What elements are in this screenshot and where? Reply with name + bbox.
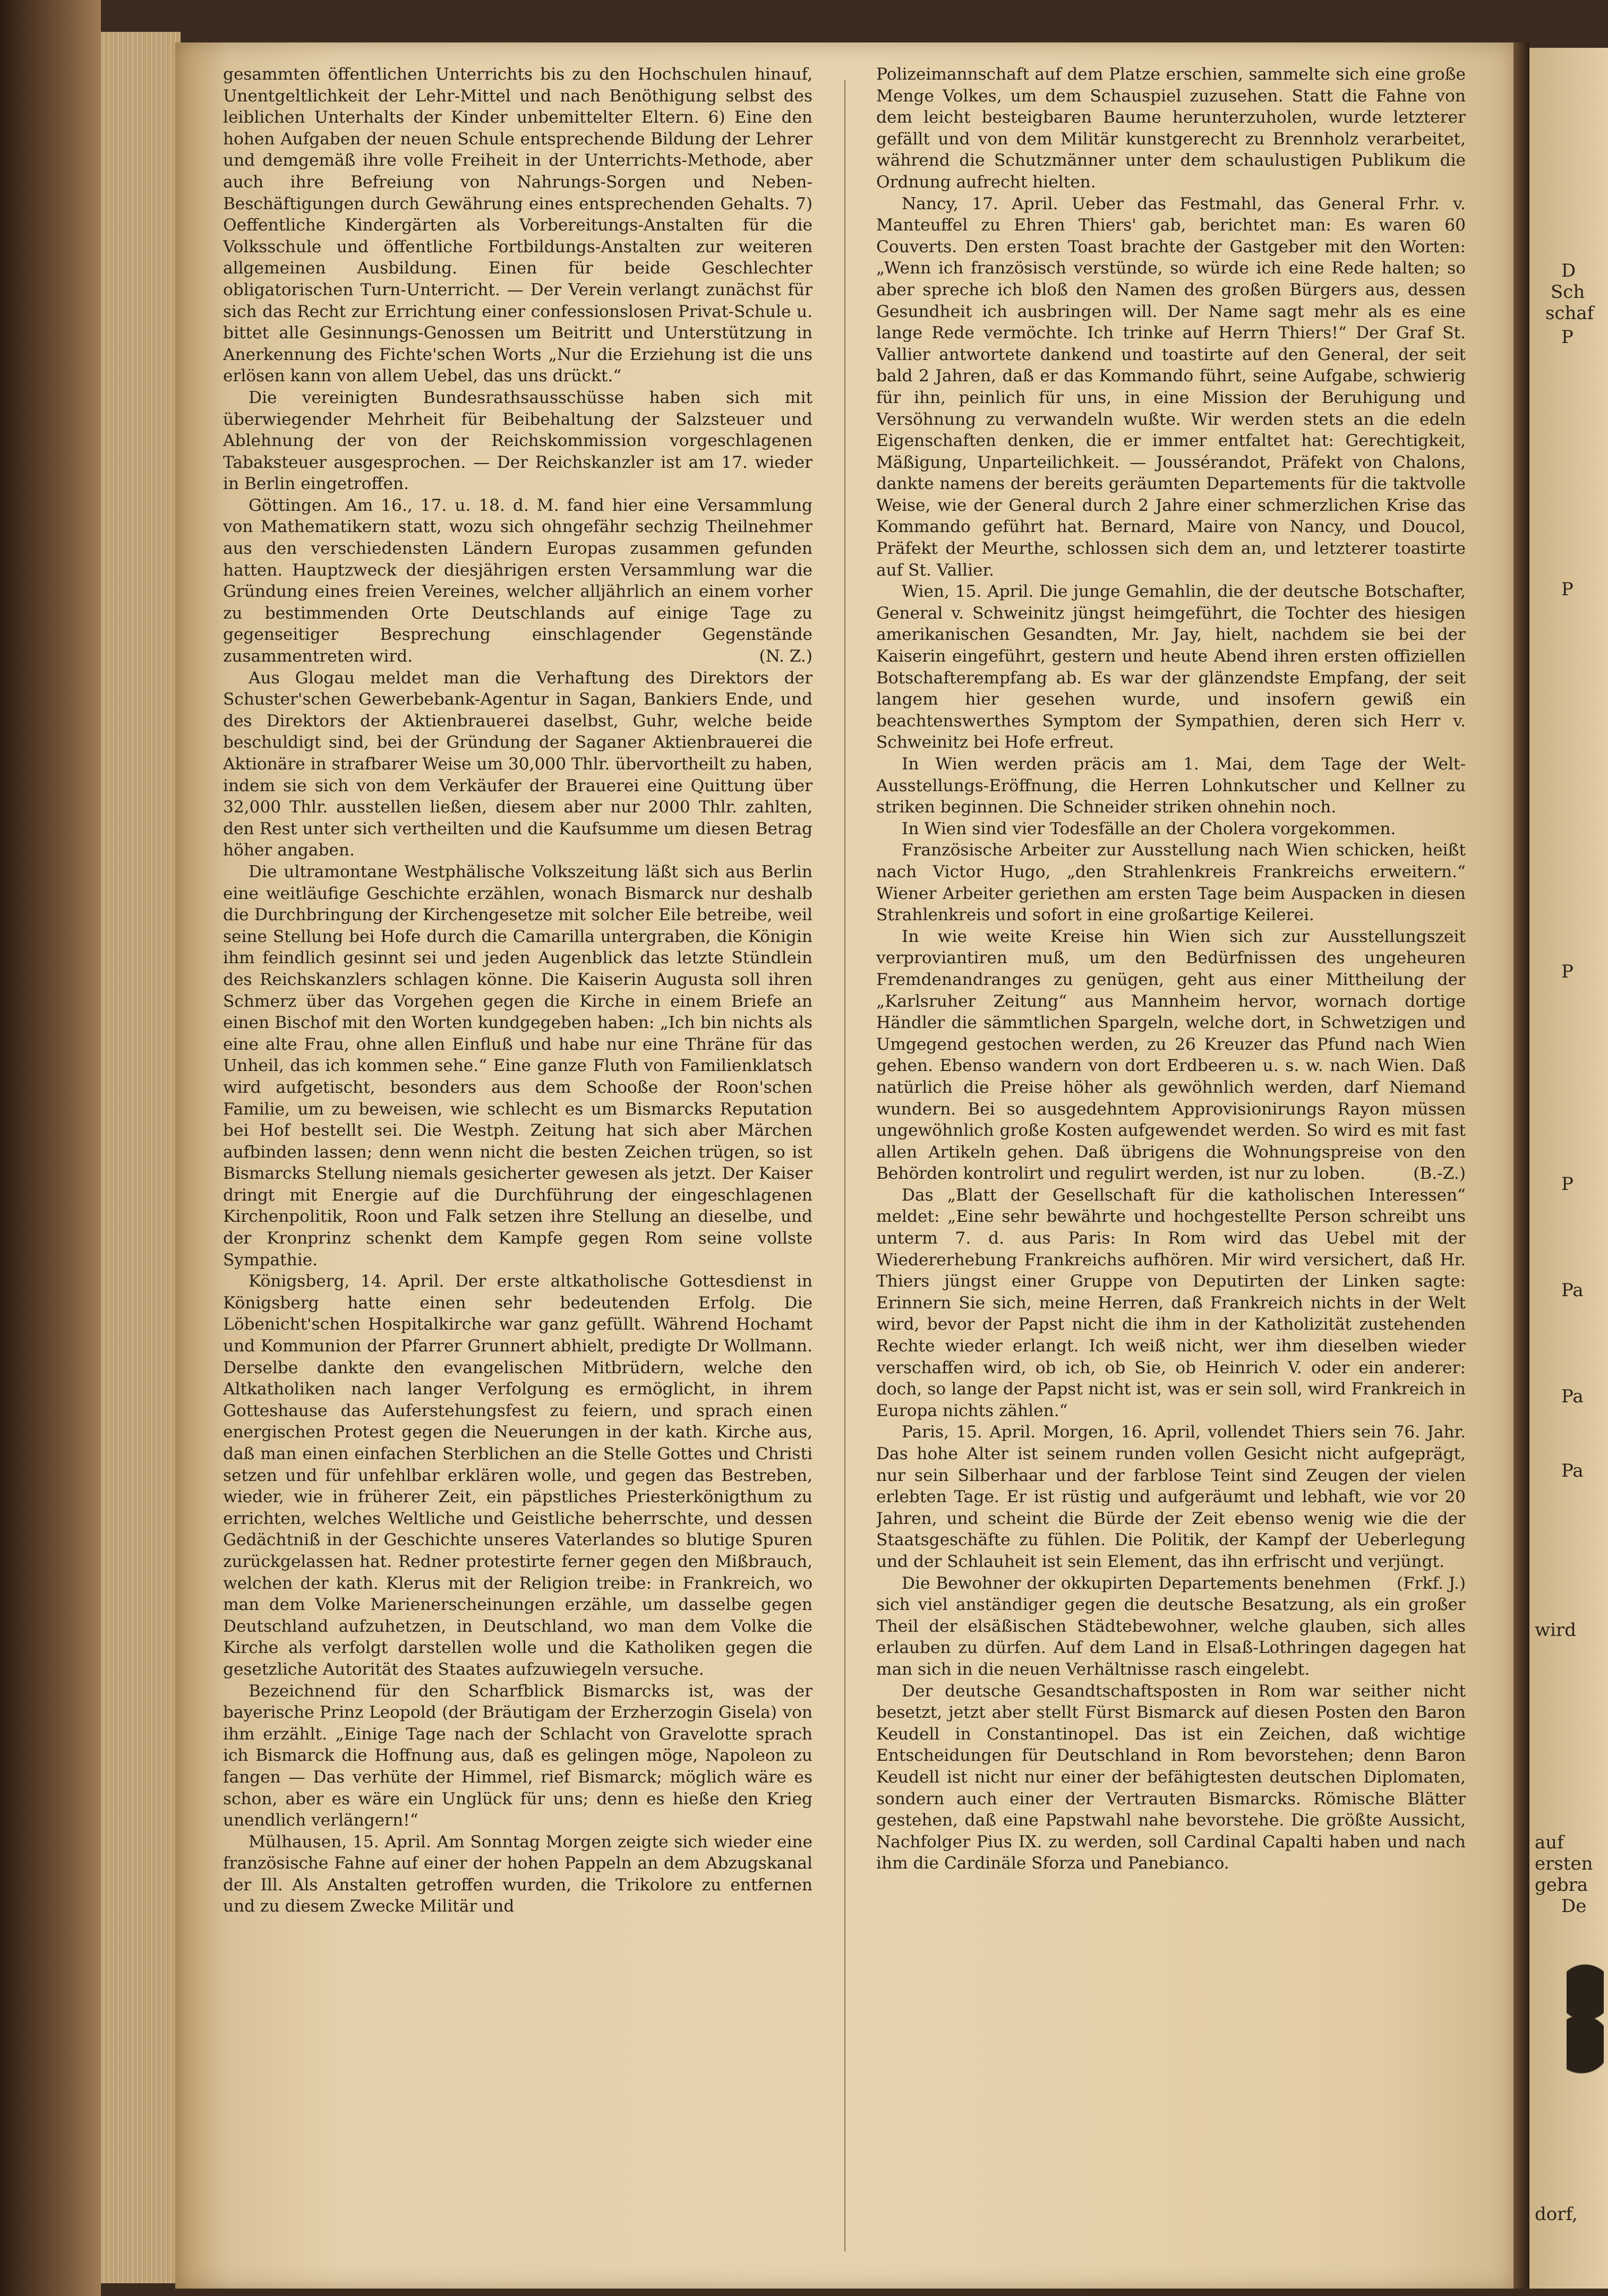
- next-page-fragment: gebra: [1535, 1874, 1588, 1896]
- next-page-fragment: wird: [1535, 1620, 1576, 1641]
- next-page-fragment: Pa: [1561, 1280, 1584, 1301]
- book-binding: [0, 0, 101, 2296]
- column-rule: [844, 80, 845, 2251]
- article-paragraph: Königsberg, 14. April. Der erste altkatholische Gottesdienst in Königsberg hatte einen sehr bedeutenden Erfolg. Die Löbenicht'schen Hospitalkirche war ganz gefüllt. Während Hochamt und Kommunion der Pfarrer Grunnert abhielt, predigte Dr Wollmann. Derselbe dankte den evangelischen Mitbrüdern, welche den Altkatholiken nach langer Verfolgung es ermöglicht, in ihrem Gotteshause das Auferstehungsfest zu feiern, und sprach einen energischen Protest gegen die Neuerungen in der kath. Kirche aus, daß man einen einfachen Sterblichen an die Stelle Gottes und Christi setzen und für unfehlbar erklären wolle, und gegen das Bestreben, wieder, wie in früherer Zeit, ein päpstliches Priesterkönigthum zu errichten, welches Weltliche und Geistliche beherrschte, und dessen Gedächtniß in der Geschichte unseres Vaterlandes so blutige Spuren zurückgelassen hat. Redner protestirte ferner gegen den Mißbrauch, welchen der kath. Klerus mit der Religion treibe: in Frankreich, wo man dem Volke Marienerscheinungen erzähle, um dasselbe gegen Deutschland aufzuhetzen, in Deutschland, wo man dem Volke die Kirche als verfolgt darstellen wolle und die Katholiken gegen die gesetzliche Autorität des Staates aufzuwiegeln versuche.: [223, 1272, 812, 1679]
- article-text: In wie weite Kreise hin Wien sich zur Ausstellungszeit verproviantiren muß, um den Bedürfnissen des ungeheuren Fremdenandranges zu genügen, geht aus einer Mittheilung der „Karlsruher Zeitung“ aus Mannheim hervor, wornach dortige Händler die sämmtlichen Spargeln, welche dort, in Schwetzigen und Umgegend gestochen werden, zu 26 Kreuzer das Pfund nach Wien gehen. Ebenso wandern von dort Erdbeeren u. s. w. nach Wien. Daß natürlich die Preise höher als gewöhnlich werden, darf Niemand wundern. Bei so ausgedehntem Approvisionirungs Rayon müssen ungewöhnlich große Kosten aufgewendet werden. So wird es mit fast allen Artikeln gehen. Daß übrigens die Wohnungspreise von den Behörden kontrolirt und regulirt werden, ist nur zu loben.: [876, 927, 1466, 1184]
- article-paragraph: gesammten öffentlichen Unterrichts bis zu den Hochschulen hinauf, Unentgeltlichkeit der Lehr-Mittel und nach Benöthigung selbst des leiblichen Unterhalts der Kinder unbemittelter Eltern. 6) Eine den hohen Aufgaben der neuen Schule entsprechende Bildung der Lehrer und demgemäß ihre volle Freiheit in der Unterrichts-Methode, aber auch ihre Befreiung von Nahrungs-Sorgen und Neben-Beschäftigungen durch Gewährung eines entsprechenden Gehalts. 7) Oeffentliche Kindergärten als Vorbereitungs-Anstalten für die Volksschule und öffentliche Fortbildungs-Anstalten zur weiteren allgemeinen Ausbildung. Einen für beide Geschlechter obligatorischen Turn-Unterricht. — Der Verein verlangt zunächst für sich das Recht zur Errichtung einer confessionslosen Privat-Schule u. bittet alle Gesinnungs-Genossen um Beitritt und Unterstützung in Anerkennung des Fichte'schen Worts „Nur die Erziehung ist die uns erlösen kann von allem Uebel, das uns drückt.“: [223, 65, 812, 386]
- article-paragraph: [876, 1421, 1466, 1593]
- next-page-fragment: Sch: [1551, 281, 1585, 303]
- next-page-fragment: D: [1561, 260, 1576, 281]
- left-column: [223, 64, 812, 2251]
- article-paragraph: Polizeimannschaft auf dem Platze erschien, sammelte sich eine große Menge Volkes, um dem Schauspiel zuzusehen. Statt die Fahne von dem leicht besteigbaren Baume herunterzuholen, wurde letzterer gefällt und von dem Militär kunstgerecht zu Brennholz verarbeitet, während die Schutzmänner unter dem schaulustigen Publikum die Ordnung aufrecht hielten.: [876, 65, 1466, 192]
- page-edges: [101, 32, 181, 2283]
- next-page-fragment: De: [1561, 1896, 1587, 1917]
- next-page-fragment: ersten: [1535, 1853, 1593, 1874]
- next-page-fragment: auf: [1535, 1832, 1564, 1853]
- next-page-fragment: dorf,: [1535, 2204, 1578, 2225]
- article-text: Paris, 15. April. Morgen, 16. April, vollendet Thiers sein 76. Jahr. Das hohe Alter ist seinem runden vollen Gesicht nicht aufgeprägt, nur sein Silberhaar und der farblose Teint sind Zeugen der vielen erlebten Tage. Er ist rüstig und aufgeräumt und lebhaft, wie vor 20 Jahren, und scheint die Bürde der Zeit ebenso wenig wie die der Staatsgeschäfte zu fühlen. Die Politik, der Kampf der Ueberlegung und der Schlauheit ist sein Element, das ihn erfrischt und verjüngt.: [876, 1423, 1466, 1571]
- next-page-fragment: Pa: [1561, 1386, 1584, 1407]
- article-paragraph: Die vereinigten Bundesrathsausschüsse haben sich mit überwiegender Mehrheit für Beibehaltung der Salzsteuer und Ablehnung der von der Reichskommission vorgeschlagenen Tabaksteuer ausgesprochen. — Der Reichskanzler ist am 17. wieder in Berlin eingetroffen.: [223, 388, 812, 494]
- article-paragraph: Die ultramontane Westphälische Volkszeitung läßt sich aus Berlin eine weitläufige Geschichte erzählen, wonach Bismarck nur deshalb die Durchbringung der Kirchengesetze mit solcher Eile betreibe, weil seine Stellung bei Hofe durch die Camarilla untergraben, die Königin ihm feindlich gesinnt sei und jeden Augenblick das letzte Stündlein des Reichskanzlers schlagen könne. Die Kaiserin Augusta soll ihren Schmerz über das Vorgehen gegen die Kirche in einem Briefe an einen Bischof mit den Worten kundgegeben haben: „Ich bin nichts als eine alte Frau, ohne allen Einfluß und habe nur eine Thräne für das Unheil, das ich kommen sehe.“ Eine ganze Fluth von Familienklatsch wird aufgetischt, besonders aus dem Schooße der Roon'schen Familie, um zu beweisen, wie schlecht es um Bismarcks Reputation bei Hof bestellt sei. Die Westph. Zeitung hat sich aber Märchen aufbinden lassen; denn wenn nicht die besten Zeichen trügen, so ist Bismarcks Stellung niemals gesicherter gewesen als jetzt. Der Kaiser dringt mit Energie auf die Durchführung der eingeschlagenen Kirchenpolitik, Roon und Falk setzen ihre Stellung an dieselbe, und der Kronprinz schenkt dem Kampfe gegen Rom seine vollste Sympathie.: [223, 862, 812, 1270]
- article-paragraph: Nancy, 17. April. Ueber das Festmahl, das General Frhr. v. Manteuffel zu Ehren Thiers' gab, berichtet man: Es waren 60 Couverts. Den ersten Toast brachte der Gastgeber mit den Worten: „Wenn ich französisch verstünde, so würde ich eine Rede halten; so aber spreche ich bloß den Namen des großen Bürgers aus, dessen Gesundheit ich ausbringen will. Der Name sagt mehr als es eine lange Rede vermöchte. Ich trinke auf Herrn Thiers!“ Der Graf St. Vallier antwortete dankend und toastirte auf den General, der seit bald 2 Jahren, daß er das Kommando führt, seine Aufgabe, schwierig für ihn, peinlich für uns, in eine Mission der Beruhigung und Versöhnung zu verwandeln wußte. Wir werden stets an die edeln Eigenschaften denken, die er immer entfaltet hat: Gerechtigkeit, Mäßigung, Unparteilichkeit. — Joussérandot, Präfekt von Chalons, dankte namens der bereits geräumten Departements für die taktvolle Weise, wie der General durch 2 Jahre einer schmerzlichen Krise das Kommando geführt hat. Bernard, Maire von Nancy, und Doucol, Präfekt der Meurthe, schlossen sich dem an, und letzterer toastirte auf St. Vallier.: [876, 194, 1466, 580]
- next-page-fragment: P: [1561, 579, 1573, 600]
- article-text: Göttingen. Am 16., 17. u. 18. d. M. fand hier eine Versammlung von Mathematikern statt, wozu sich ohngefähr sechzig Theilnehmer aus den verschiedensten Ländern Europas zusammen gefunden hatten. Hauptzweck der diesjährigen ersten Versammlung war die Gründung eines freien Vereines, welcher alljährlich an einem vorher zu bestimmenden Orte Deutschlands auf einige Tage zu gegenseitiger Besprechung einschlagender Gegenstände zusammentreten wird.: [223, 495, 812, 666]
- source-tag: (N. Z.): [759, 647, 812, 666]
- article-paragraph: Wien, 15. April. Die junge Gemahlin, die der deutsche Botschafter, General v. Schweinitz jüngst heimgeführt, die Tochter des hiesigen amerikanischen Gesandten, Mr. Jay, hielt, nachdem sie bei der Kaiserin eingeführt, gestern und heute Abend ihren ersten offiziellen Botschafterempfang ab. Es war der glänzendste Empfang, der seit langem hier gesehen wurde, und insofern gewiß ein beachtenswerthes Symptom der Sympathien, deren sich Herr v. Schweinitz bei Hofe erfreut.: [876, 582, 1466, 752]
- article-paragraph: Französische Arbeiter zur Ausstellung nach Wien schicken, heißt nach Victor Hugo, „den Strahlenkreis Frankreichs erweitern.“ Wiener Arbeiter geriethen am ersten Tage beim Auspacken in diesen Strahlenkreis und sofort in eine großartige Keilerei.: [876, 841, 1466, 925]
- next-page-fragment: P: [1561, 1173, 1573, 1195]
- right-column: [876, 64, 1466, 2251]
- next-page-fragment: P: [1561, 961, 1573, 982]
- article-paragraph: Mülhausen, 15. April. Am Sonntag Morgen zeigte sich wieder eine französische Fahne auf einer der hohen Pappeln an dem Abzugskanal der Ill. Als Anstalten getroffen wurden, die Trikolore zu entfernen und zu diesem Zwecke Militär und: [223, 1832, 812, 1916]
- article-paragraph: Das „Blatt der Gesellschaft für die katholischen Interessen“ meldet: „Eine sehr bewährte und hochgestellte Person schreibt uns unterm 7. d. aus Paris: In Rom wird das Uebel mit der Wiedererhebung Frankreichs aufhören. Mir wird versichert, daß Hr. Thiers jüngst einer Gruppe von Deputirten der Linken sagte: Erinnern Sie sich, meine Herren, daß Frankreich nichts in der Welt wird, bevor der Papst nicht die ihm in der Katholizität zustehenden Rechte wieder erlangt. Ich weiß nicht, wer ihm dieselben wieder verschaffen wird, ob ich, ob Sie, ob Heinrich V. oder ein anderer: doch, so lange der Papst nicht ist, was er sein soll, wird Frankreich in Europa nichts zählen.“: [876, 1185, 1466, 1420]
- next-page-fragment: P: [1561, 327, 1573, 348]
- source-tag: (B.-Z.): [1413, 1164, 1466, 1184]
- gutter-shadow: [1513, 42, 1529, 2289]
- article-paragraph: [223, 495, 812, 667]
- next-page-fragment: schaf: [1545, 303, 1594, 324]
- article-paragraph: In Wien werden präcis am 1. Mai, dem Tage der Welt-Ausstellungs-Eröffnung, die Herren Lohnkutscher und Kellner zu striken beginnen. Die Schneider striken ohnehin noch.: [876, 755, 1466, 817]
- article-paragraph: [876, 926, 1466, 1185]
- article-paragraph: Die Bewohner der okkupirten Departements benehmen sich viel anständiger gegen die deutsche Besatzung, als ein großer Theil der elsäßischen Städtebewohner, welche glauben, sich alles erlauben zu dürfen. Auf dem Land in Elsaß-Lothringen dagegen hat man sich in die neuen Verhältnisse rasch eingelebt.: [876, 1573, 1466, 1679]
- article-paragraph: Bezeichnend für den Scharfblick Bismarcks ist, was der bayerische Prinz Leopold (der Bräutigam der Erzherzogin Gisela) von ihm erzählt. „Einige Tage nach der Schlacht von Gravelotte sprach ich Bismarck die Hoffnung aus, daß es gelingen möge, Napoleon zu fangen — Das verhüte der Himmel, rief Bismarck; möglich wäre es schon, aber es wäre ein Unglück für uns; denn es hieße den Krieg unendlich verlängern!“: [223, 1681, 812, 1830]
- article-paragraph: In Wien sind vier Todesfälle an der Cholera vorgekommen.: [902, 819, 1396, 838]
- article-paragraph: Aus Glogau meldet man die Verhaftung des Direktors der Schuster'schen Gewerbebank-Agentur in Sagan, Bankiers Ende, und des Direktors der Aktienbrauerei daselbst, Guhr, welche beide beschuldigt sind, bei der Gründung der Saganer Aktienbrauerei die Aktionäre in strafbarer Weise um 30,000 Thlr. übervortheilt zu haben, indem sie sich von dem Verkäufer der Brauerei eine Quittung über 32,000 Thlr. ausstellen ließen, diesem aber nur 2000 Thlr. zahlten, den Rest unter sich vertheilten und die Kaufsumme um diesen Betrag höher angaben.: [223, 668, 812, 860]
- source-tag: (Frkf. J.): [1396, 1573, 1466, 1593]
- next-page-fragment: Pa: [1561, 1460, 1584, 1481]
- ornament-illustration: [1567, 1933, 1604, 2081]
- article-paragraph: Der deutsche Gesandtschaftsposten in Rom war seither nicht besetzt, jetzt aber stellt Fürst Bismarck auf diesen Posten den Baron Keudell in Constantinopel. Das ist ein Zeichen, daß wichtige Entscheidungen für Deutschland in Rom bevorstehen; denn Baron Keudell ist nicht nur einer der befähigtesten deutschen Diplomaten, sondern auch einer der Vertrauten Bismarcks. Römische Blätter gestehen, daß eine Papstwahl nahe bevorstehe. Die größte Aussicht, Nachfolger Pius IX. zu werden, soll Cardinal Capalti haben und nach ihm die Cardinäle Sforza und Panebianco.: [876, 1681, 1466, 1873]
